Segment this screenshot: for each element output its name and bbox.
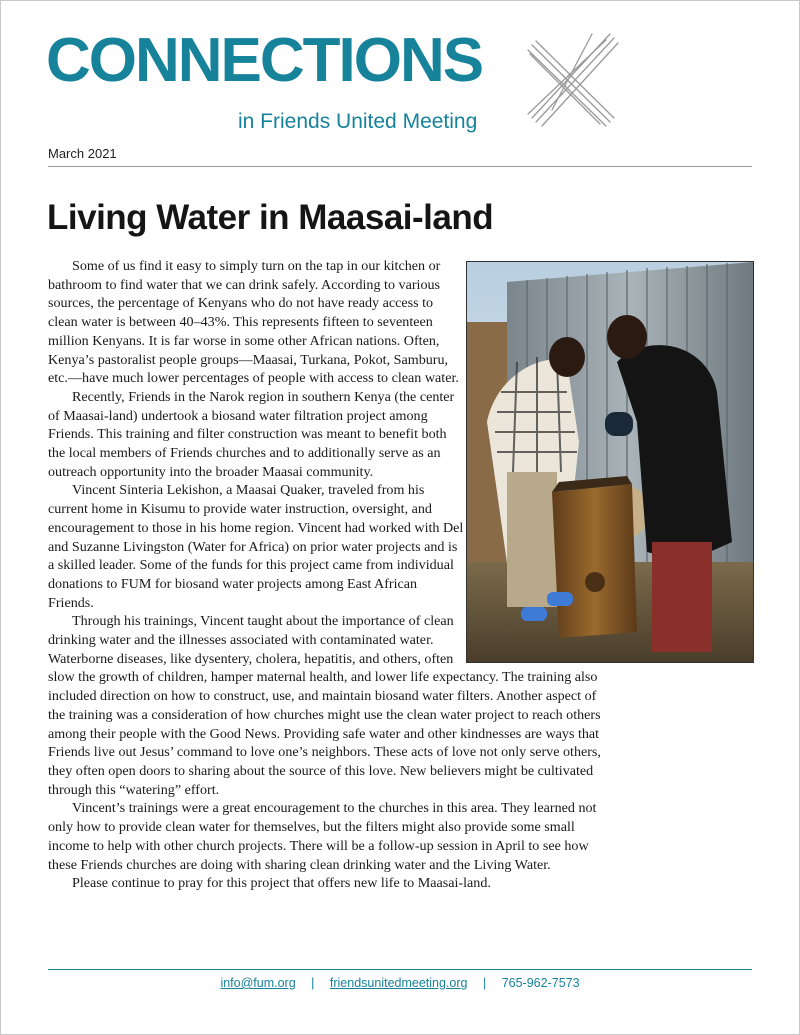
article-paragraph: Vincent Sinteria Lekishon, a Maasai Quaker, traveled from his current home in Kisumu to provide water instruction, oversight, and encouragement to those in his home region. Vincent had worked with Del and Suzanne Livingston (Water for Africa) on prior water projects and is a skilled leader. Some of the funds for this project came from individual donations to FUM for biosand water projects among East African Friends.	[48, 482, 464, 611]
email-link[interactable]: info@fum.org	[220, 976, 296, 990]
article-paragraph: Vincent’s trainings were a great encouragement to the churches in this area. They learned not only how to provide clean water for themselves, but the filters might also provide some small income to help with other church projects. There will be a follow-up session in April to see how these Friends churches are doing with sharing clean drinking water and the Living Water.	[48, 800, 597, 873]
article-paragraph: Some of us find it easy to simply turn on the tap in our kitchen or bathroom to find water that we can drink safely. According to various sources, the percentage of Kenyans who do not have ready access to clean water is between 40–43%. This represents fifteen to seventeen million Kenyans. It is far worse in some other African nations. Often, Kenya’s pastoralist people groups—Maasai, Turkana, Pokot, Samburu, etc.—have much lower percentages of people with access to clean water.	[48, 258, 459, 387]
masthead-subtitle: in Friends United Meeting	[238, 110, 478, 133]
phone-number: 765-962-7573	[501, 976, 580, 990]
footer-divider	[48, 969, 752, 970]
footer-separator: |	[482, 976, 487, 990]
masthead-title: CONNECTIONS	[46, 26, 483, 95]
cross-icon	[522, 30, 622, 130]
article-paragraph: Please continue to pray for this project that offers new life to Maasai-land.	[72, 875, 491, 892]
article-paragraph: Through his trainings, Vincent taught about the importance of clean drinking water and the illnesses associated with contaminated water. Waterborne diseases, like dysentery, cholera, hepatitis, and others, often slow the growth of children, hamper maternal health, and lower life expectancy. The training also included direction on how to construct, use, and maintain biosand water filters. Another aspect of the training was a consideration of how churches might use the clean water project to reach others among their people with the Good News. Providing safe water and other kindnesses are ways that Friends live out Jesus’ command to love one’s neighbors. These acts of love not only serve others, they often open doors to sharing about the source of this love. New believers might be cultivated through this “watering” effort.	[48, 613, 601, 798]
footer-separator: |	[311, 976, 315, 990]
footer	[0, 976, 800, 990]
issue-date: March 2021	[48, 146, 117, 161]
photo-wrap-spacer	[464, 257, 608, 665]
article-paragraph: Recently, Friends in the Narok region in southern Kenya (the center of Maasai-land) undertook a biosand water filtration project among Friends. This training and filter construction was meant to benefit both the local members of Friends churches and to additionally serve as an outreach opportunity into the broader Maasai community.	[48, 388, 455, 480]
article-title: Living Water in Maasai-land	[47, 198, 494, 237]
article-body	[48, 257, 608, 893]
header-divider	[48, 166, 752, 167]
website-link[interactable]: friendsunitedmeeting.org	[329, 976, 468, 990]
